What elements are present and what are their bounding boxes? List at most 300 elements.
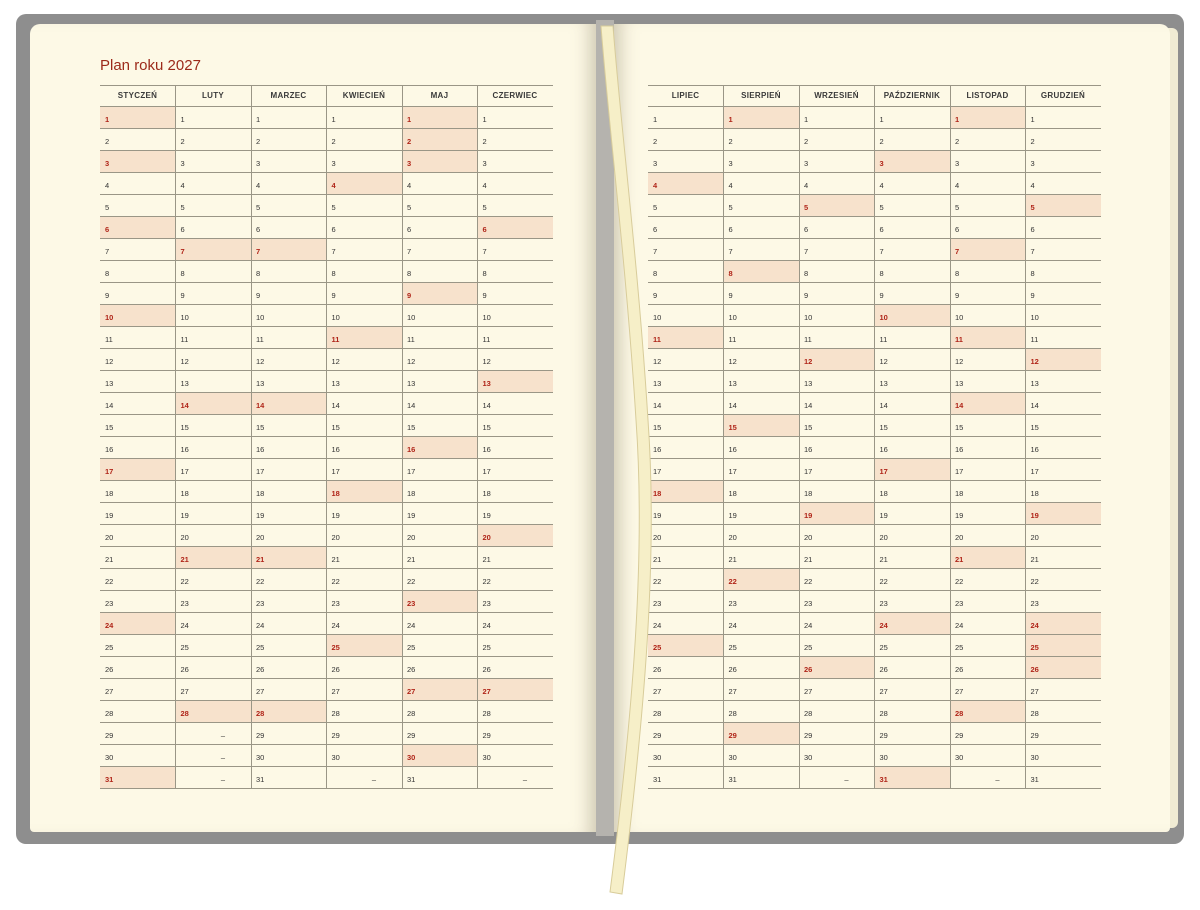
day-cell: 22 (402, 569, 477, 591)
day-cell: 19 (875, 503, 950, 525)
column-divider (477, 85, 478, 789)
day-cell: 7 (251, 239, 326, 261)
column-divider (402, 85, 403, 789)
day-cell: 22 (251, 569, 326, 591)
day-cell: 31 (724, 767, 799, 789)
day-cell: 9 (251, 283, 326, 305)
day-cell: 14 (724, 393, 799, 415)
day-cell: 1 (402, 107, 477, 129)
day-cell: 3 (478, 151, 553, 173)
day-cell: 9 (478, 283, 553, 305)
day-cell: 27 (724, 679, 799, 701)
day-cell: 18 (327, 481, 402, 503)
day-cell: 25 (402, 635, 477, 657)
day-cell: 21 (176, 547, 251, 569)
day-cell: 29 (1026, 723, 1101, 745)
day-cell: 12 (327, 349, 402, 371)
day-cell: 25 (251, 635, 326, 657)
day-cell: 15 (875, 415, 950, 437)
day-cell: 7 (100, 239, 175, 261)
day-cell: 18 (799, 481, 874, 503)
day-cell: 1 (799, 107, 874, 129)
day-cell: – (478, 767, 553, 789)
day-cell: 24 (875, 613, 950, 635)
day-cell: 24 (100, 613, 175, 635)
day-cell: 22 (100, 569, 175, 591)
day-cell: 4 (950, 173, 1025, 195)
day-cell: 22 (648, 569, 723, 591)
day-cell: 5 (648, 195, 723, 217)
day-cell: 26 (251, 657, 326, 679)
day-cell: 12 (402, 349, 477, 371)
day-cell: 27 (875, 679, 950, 701)
day-cell: 22 (799, 569, 874, 591)
day-cell: 2 (100, 129, 175, 151)
day-cell: 4 (251, 173, 326, 195)
day-cell: 22 (327, 569, 402, 591)
day-cell: 25 (1026, 635, 1101, 657)
day-cell: 12 (176, 349, 251, 371)
day-cell: 8 (1026, 261, 1101, 283)
day-cell: 7 (478, 239, 553, 261)
day-cell: 12 (100, 349, 175, 371)
day-cell: 7 (327, 239, 402, 261)
day-cell: 10 (799, 305, 874, 327)
day-cell: 2 (402, 129, 477, 151)
day-cell: 13 (251, 371, 326, 393)
day-cell: 24 (251, 613, 326, 635)
day-cell: 10 (402, 305, 477, 327)
day-cell: 20 (327, 525, 402, 547)
day-cell: 6 (478, 217, 553, 239)
day-cell: 28 (799, 701, 874, 723)
day-cell: 21 (402, 547, 477, 569)
day-cell: 20 (478, 525, 553, 547)
day-cell: 22 (875, 569, 950, 591)
day-cell: 12 (724, 349, 799, 371)
day-cell: 21 (251, 547, 326, 569)
day-cell: 10 (478, 305, 553, 327)
day-cell: 21 (799, 547, 874, 569)
day-cell: 18 (1026, 481, 1101, 503)
day-cell: 7 (402, 239, 477, 261)
day-cell: 17 (724, 459, 799, 481)
day-cell: 23 (1026, 591, 1101, 613)
day-cell: 23 (251, 591, 326, 613)
day-cell: 19 (799, 503, 874, 525)
column-divider (175, 85, 176, 789)
day-cell: 12 (1026, 349, 1101, 371)
day-cell: 10 (875, 305, 950, 327)
day-cell: 19 (478, 503, 553, 525)
column-divider (799, 85, 800, 789)
day-cell: 15 (724, 415, 799, 437)
day-cell: 31 (251, 767, 326, 789)
day-cell: 14 (799, 393, 874, 415)
month-column (648, 85, 723, 789)
day-cell: 26 (1026, 657, 1101, 679)
day-cell: 13 (1026, 371, 1101, 393)
day-cell: 1 (251, 107, 326, 129)
column-divider (874, 85, 875, 789)
day-cell: 26 (176, 657, 251, 679)
day-cell: 14 (176, 393, 251, 415)
day-cell: 27 (402, 679, 477, 701)
day-cell: 20 (251, 525, 326, 547)
day-cell: 1 (724, 107, 799, 129)
day-cell: 19 (724, 503, 799, 525)
day-cell: 8 (648, 261, 723, 283)
day-cell: – (176, 745, 251, 767)
day-cell: 3 (402, 151, 477, 173)
day-cell: 3 (1026, 151, 1101, 173)
day-cell: 29 (950, 723, 1025, 745)
day-cell: 15 (1026, 415, 1101, 437)
day-cell: 13 (724, 371, 799, 393)
day-cell: 20 (875, 525, 950, 547)
day-cell: 4 (1026, 173, 1101, 195)
day-cell: 23 (799, 591, 874, 613)
day-cell: 14 (875, 393, 950, 415)
day-cell: 18 (100, 481, 175, 503)
day-cell: 24 (478, 613, 553, 635)
day-cell: 28 (950, 701, 1025, 723)
day-cell: 18 (875, 481, 950, 503)
day-cell: 13 (950, 371, 1025, 393)
day-cell: 31 (875, 767, 950, 789)
month-column (950, 85, 1025, 789)
day-cell: 23 (875, 591, 950, 613)
day-cell: 23 (176, 591, 251, 613)
day-cell: 25 (478, 635, 553, 657)
column-divider (251, 85, 252, 789)
day-cell: 13 (478, 371, 553, 393)
day-cell: 2 (327, 129, 402, 151)
day-cell: 13 (875, 371, 950, 393)
month-column (176, 85, 251, 789)
column-divider (326, 85, 327, 789)
day-cell: 12 (799, 349, 874, 371)
day-cell: 7 (950, 239, 1025, 261)
day-cell: 28 (875, 701, 950, 723)
month-header: STYCZEŃ (100, 85, 175, 107)
day-cell: 23 (478, 591, 553, 613)
day-cell: 22 (950, 569, 1025, 591)
day-cell: 3 (176, 151, 251, 173)
day-cell: 28 (176, 701, 251, 723)
day-cell: 4 (724, 173, 799, 195)
day-cell: 19 (648, 503, 723, 525)
day-cell: 10 (176, 305, 251, 327)
day-cell: 23 (402, 591, 477, 613)
day-cell: 19 (176, 503, 251, 525)
day-cell: 6 (799, 217, 874, 239)
day-cell: 21 (478, 547, 553, 569)
day-cell: 4 (402, 173, 477, 195)
day-cell: 9 (648, 283, 723, 305)
day-cell: 8 (251, 261, 326, 283)
day-cell: 25 (327, 635, 402, 657)
day-cell: 8 (799, 261, 874, 283)
day-cell: 29 (402, 723, 477, 745)
day-cell: 29 (327, 723, 402, 745)
day-cell: 23 (950, 591, 1025, 613)
day-cell: 31 (1026, 767, 1101, 789)
month-column (327, 85, 402, 789)
day-cell: 20 (100, 525, 175, 547)
day-cell: 18 (402, 481, 477, 503)
day-cell: 24 (327, 613, 402, 635)
day-cell: 16 (478, 437, 553, 459)
month-header: CZERWIEC (478, 85, 553, 107)
day-cell: 4 (799, 173, 874, 195)
day-cell: 17 (799, 459, 874, 481)
column-divider (723, 85, 724, 789)
day-cell: 17 (478, 459, 553, 481)
day-cell: 11 (724, 327, 799, 349)
day-cell: 9 (402, 283, 477, 305)
day-cell: 2 (950, 129, 1025, 151)
day-cell: 28 (100, 701, 175, 723)
day-cell: 20 (799, 525, 874, 547)
day-cell: 31 (648, 767, 723, 789)
day-cell: 15 (478, 415, 553, 437)
day-cell: 3 (100, 151, 175, 173)
day-cell: 4 (176, 173, 251, 195)
day-cell: 16 (724, 437, 799, 459)
day-cell: 13 (799, 371, 874, 393)
day-cell: 30 (100, 745, 175, 767)
day-cell: 18 (648, 481, 723, 503)
day-cell: 11 (799, 327, 874, 349)
day-cell: 6 (402, 217, 477, 239)
day-cell: 13 (100, 371, 175, 393)
right-page (614, 24, 1170, 832)
day-cell: 4 (100, 173, 175, 195)
day-cell: 14 (251, 393, 326, 415)
day-cell: 12 (478, 349, 553, 371)
day-cell: 1 (950, 107, 1025, 129)
day-cell: 17 (875, 459, 950, 481)
day-cell: 11 (950, 327, 1025, 349)
day-cell: 12 (648, 349, 723, 371)
day-cell: 16 (176, 437, 251, 459)
day-cell: 6 (251, 217, 326, 239)
day-cell: 3 (724, 151, 799, 173)
day-cell: 14 (950, 393, 1025, 415)
day-cell: 30 (1026, 745, 1101, 767)
month-header: KWIECIEŃ (327, 85, 402, 107)
day-cell: 16 (799, 437, 874, 459)
day-cell: 17 (950, 459, 1025, 481)
day-cell: 30 (402, 745, 477, 767)
day-cell: 3 (251, 151, 326, 173)
day-cell: 2 (648, 129, 723, 151)
day-cell: 20 (176, 525, 251, 547)
day-cell: 30 (648, 745, 723, 767)
day-cell: 10 (327, 305, 402, 327)
day-cell: 17 (176, 459, 251, 481)
day-cell: 11 (402, 327, 477, 349)
column-divider (1025, 85, 1026, 789)
day-cell: 21 (724, 547, 799, 569)
day-cell: 2 (875, 129, 950, 151)
month-header: LISTOPAD (950, 85, 1025, 107)
day-cell: 24 (799, 613, 874, 635)
day-cell: 6 (327, 217, 402, 239)
day-cell: 28 (402, 701, 477, 723)
day-cell: 5 (875, 195, 950, 217)
day-cell: 17 (251, 459, 326, 481)
day-cell: 2 (176, 129, 251, 151)
day-cell: 3 (875, 151, 950, 173)
day-cell: 16 (950, 437, 1025, 459)
day-cell: 22 (176, 569, 251, 591)
month-column (402, 85, 477, 789)
day-cell: 2 (799, 129, 874, 151)
day-cell: 29 (648, 723, 723, 745)
day-cell: 15 (950, 415, 1025, 437)
day-cell: 14 (100, 393, 175, 415)
day-cell: 15 (100, 415, 175, 437)
day-cell: 24 (402, 613, 477, 635)
day-cell: 20 (1026, 525, 1101, 547)
month-header: SIERPIEŃ (724, 85, 799, 107)
day-cell: 10 (950, 305, 1025, 327)
day-cell: – (950, 767, 1025, 789)
day-cell: 30 (251, 745, 326, 767)
day-cell: 11 (176, 327, 251, 349)
day-cell: 27 (327, 679, 402, 701)
month-column (724, 85, 799, 789)
day-cell: 10 (724, 305, 799, 327)
day-cell: 7 (1026, 239, 1101, 261)
day-cell: 6 (1026, 217, 1101, 239)
day-cell: 13 (327, 371, 402, 393)
day-cell: 8 (478, 261, 553, 283)
day-cell: 17 (402, 459, 477, 481)
left-page (30, 24, 596, 832)
day-cell: 15 (251, 415, 326, 437)
day-cell: 29 (799, 723, 874, 745)
day-cell: 5 (402, 195, 477, 217)
day-cell: 10 (1026, 305, 1101, 327)
day-cell: 2 (1026, 129, 1101, 151)
day-cell: 20 (950, 525, 1025, 547)
day-cell: 16 (251, 437, 326, 459)
day-cell: 21 (875, 547, 950, 569)
day-cell: 5 (724, 195, 799, 217)
month-column (100, 85, 175, 789)
day-cell: 9 (799, 283, 874, 305)
day-cell: 5 (251, 195, 326, 217)
day-cell: 19 (251, 503, 326, 525)
day-cell: 2 (724, 129, 799, 151)
day-cell: 14 (1026, 393, 1101, 415)
day-cell: 8 (875, 261, 950, 283)
day-cell: 26 (327, 657, 402, 679)
day-cell: 1 (100, 107, 175, 129)
day-cell: 3 (799, 151, 874, 173)
day-cell: 27 (950, 679, 1025, 701)
day-cell: 27 (251, 679, 326, 701)
day-cell: 26 (648, 657, 723, 679)
day-cell: 17 (100, 459, 175, 481)
page-title: Plan roku 2027 (100, 57, 201, 74)
day-cell: 1 (1026, 107, 1101, 129)
day-cell: 26 (950, 657, 1025, 679)
day-cell: 8 (402, 261, 477, 283)
day-cell: 3 (327, 151, 402, 173)
day-cell: 4 (478, 173, 553, 195)
month-column (251, 85, 326, 789)
day-cell: 9 (327, 283, 402, 305)
day-cell: 28 (478, 701, 553, 723)
day-cell: 19 (950, 503, 1025, 525)
day-cell: 9 (100, 283, 175, 305)
day-cell: 16 (648, 437, 723, 459)
day-cell: 18 (176, 481, 251, 503)
day-cell: 6 (100, 217, 175, 239)
month-header: WRZESIEŃ (799, 85, 874, 107)
day-cell: 4 (327, 173, 402, 195)
day-cell: 18 (724, 481, 799, 503)
day-cell: – (176, 723, 251, 745)
day-cell: 29 (100, 723, 175, 745)
day-cell: 25 (648, 635, 723, 657)
day-cell: 27 (799, 679, 874, 701)
day-cell: 24 (648, 613, 723, 635)
month-column (478, 85, 553, 789)
day-cell: 2 (478, 129, 553, 151)
day-cell: 13 (402, 371, 477, 393)
day-cell: 21 (1026, 547, 1101, 569)
day-cell: 6 (724, 217, 799, 239)
day-cell: 5 (950, 195, 1025, 217)
day-cell: 1 (176, 107, 251, 129)
day-cell: 26 (478, 657, 553, 679)
day-cell: 29 (251, 723, 326, 745)
month-column (1026, 85, 1101, 789)
day-cell: 29 (724, 723, 799, 745)
month-header: MARZEC (251, 85, 326, 107)
day-cell: 26 (799, 657, 874, 679)
day-cell: 12 (251, 349, 326, 371)
day-cell: – (176, 767, 251, 789)
day-cell: 9 (1026, 283, 1101, 305)
month-header: PAŹDZIERNIK (875, 85, 950, 107)
day-cell: 19 (1026, 503, 1101, 525)
day-cell: 11 (327, 327, 402, 349)
day-cell: 27 (100, 679, 175, 701)
day-cell: 19 (402, 503, 477, 525)
day-cell: 4 (648, 173, 723, 195)
day-cell: 30 (724, 745, 799, 767)
day-cell: 25 (724, 635, 799, 657)
month-column (799, 85, 874, 789)
day-cell: 20 (402, 525, 477, 547)
day-cell: 23 (100, 591, 175, 613)
day-cell: 31 (402, 767, 477, 789)
day-cell: 24 (1026, 613, 1101, 635)
day-cell: 26 (100, 657, 175, 679)
day-cell: 11 (648, 327, 723, 349)
day-cell: 16 (875, 437, 950, 459)
column-divider (950, 85, 951, 789)
day-cell: 14 (327, 393, 402, 415)
day-cell: 20 (724, 525, 799, 547)
day-cell: – (327, 767, 402, 789)
